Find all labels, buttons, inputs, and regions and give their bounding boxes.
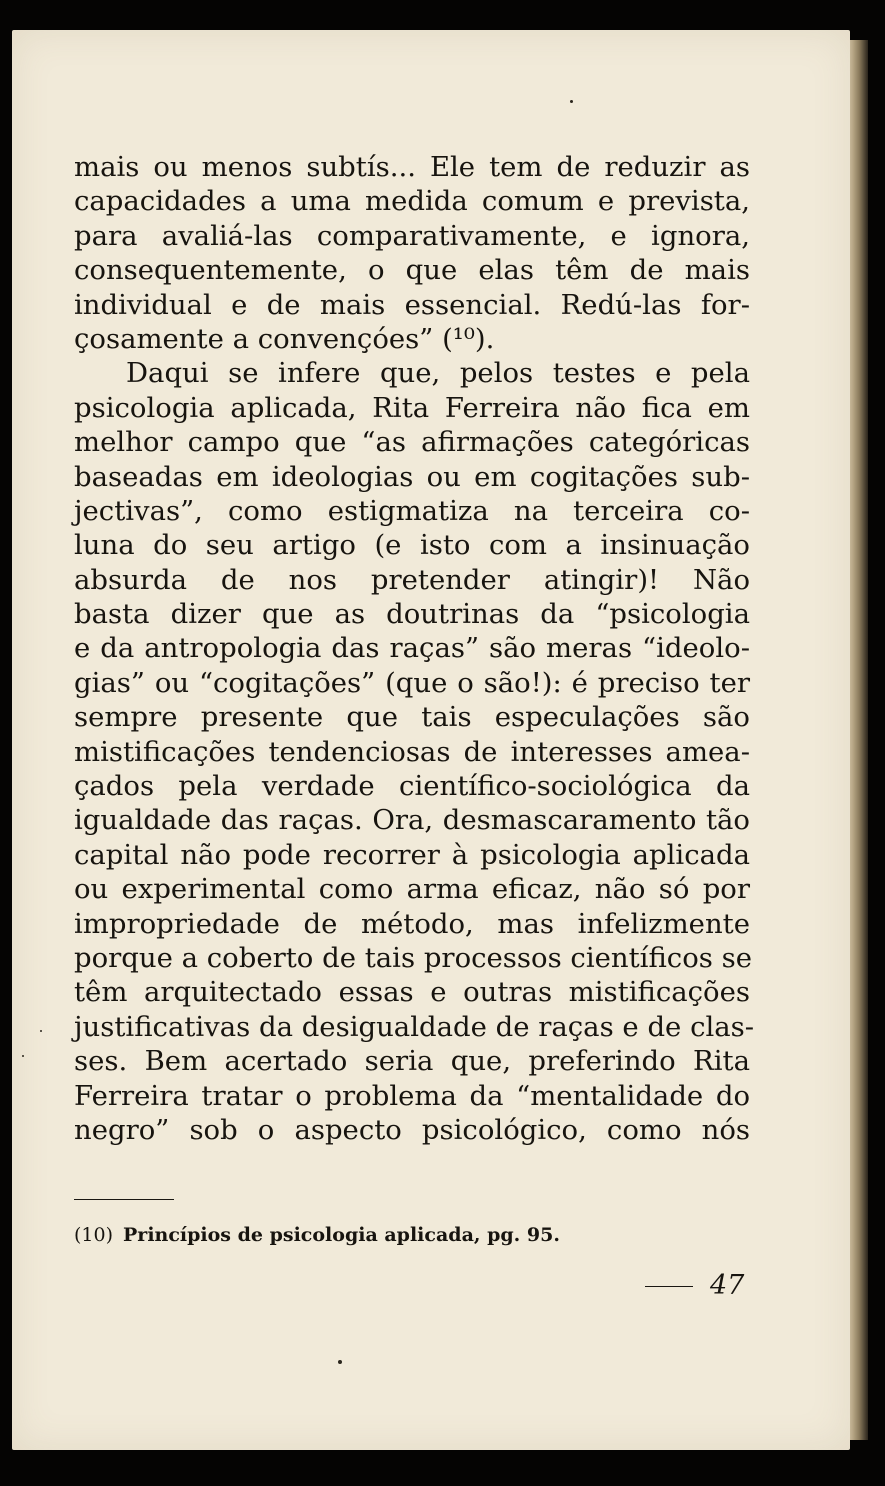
page-number: 47: [710, 1270, 745, 1301]
text-line: çosamente a convençóes” (¹⁰).: [74, 322, 495, 355]
footnote-source: Princípios de psicologia aplicada, pg. 95.: [123, 1224, 560, 1246]
text-line: porque a coberto de tais processos científicos se: [74, 941, 753, 974]
text-line: gias” ou “cogitações” (que o são!): é preciso ter: [74, 666, 750, 699]
text-line: e da antropologia das raças” são meras “ideolo-: [74, 632, 750, 665]
text-line: baseadas em ideologias ou em cogitações sub-: [74, 460, 750, 493]
text-line: absurda de nos pretender atingir)! Não: [74, 563, 750, 596]
text-line: mistificações tendenciosas de interesses amea-: [74, 735, 750, 768]
body-text: [74, 150, 755, 1147]
text-line: ses. Bem acertado seria que, preferindo Rita: [74, 1045, 750, 1078]
footnote: [74, 1222, 560, 1248]
text-line: mais ou menos subtís... Ele tem de reduzir as: [74, 151, 750, 183]
text-line: capacidades a uma medida comum e prevista,: [74, 185, 750, 218]
text-line: melhor campo que “as afirmações categóricas: [74, 426, 750, 459]
text-line: consequentemente, o que elas têm de mais: [74, 254, 750, 287]
text-line: igualdade das raças. Ora, desmascaramento tão: [74, 804, 750, 837]
text-line: jectivas”, como estigmatiza na terceira co-: [74, 494, 750, 527]
text-line: luna do seu artigo (e isto com a insinuação: [74, 529, 750, 562]
text-line: individual e de mais essencial. Redú-las for-: [74, 288, 750, 321]
text-line: çados pela verdade científico-sociológica da: [74, 770, 750, 803]
text-line: têm arquitectado essas e outras mistificações: [74, 976, 750, 1009]
footnote-separator: [74, 1199, 174, 1200]
paper-speck: [22, 1055, 24, 1057]
text-line: Ferreira tratar o problema da “mentalidade do: [74, 1079, 750, 1112]
text-line: ou experimental como arma eficaz, não só por: [74, 873, 750, 906]
text-line: basta dizer que as doutrinas da “psicologia: [74, 598, 750, 631]
paper-speck: [40, 1030, 42, 1032]
text-line: justificativas da desigualdade de raças e de clas-: [74, 1010, 755, 1043]
footnote-marker: (10): [74, 1224, 114, 1246]
text-line: psicologia aplicada, Rita Ferreira não fica em: [74, 391, 750, 424]
text-line: impropriedade de método, mas infelizmente: [74, 907, 750, 940]
text-line: negro” sob o aspecto psicológico, como nós: [74, 1113, 750, 1146]
paragraph-start-line: Daqui se infere que, pelos testes e pela: [126, 357, 750, 390]
paper-speck: [338, 1360, 342, 1364]
text-line: capital não pode recorrer à psicologia aplicada: [74, 838, 750, 871]
text-line: para avaliá-las comparativamente, e ignora,: [74, 219, 750, 252]
paper-speck: [570, 100, 573, 103]
page-number-rule: [645, 1286, 693, 1287]
text-line: sempre presente que tais especulações são: [74, 701, 750, 734]
